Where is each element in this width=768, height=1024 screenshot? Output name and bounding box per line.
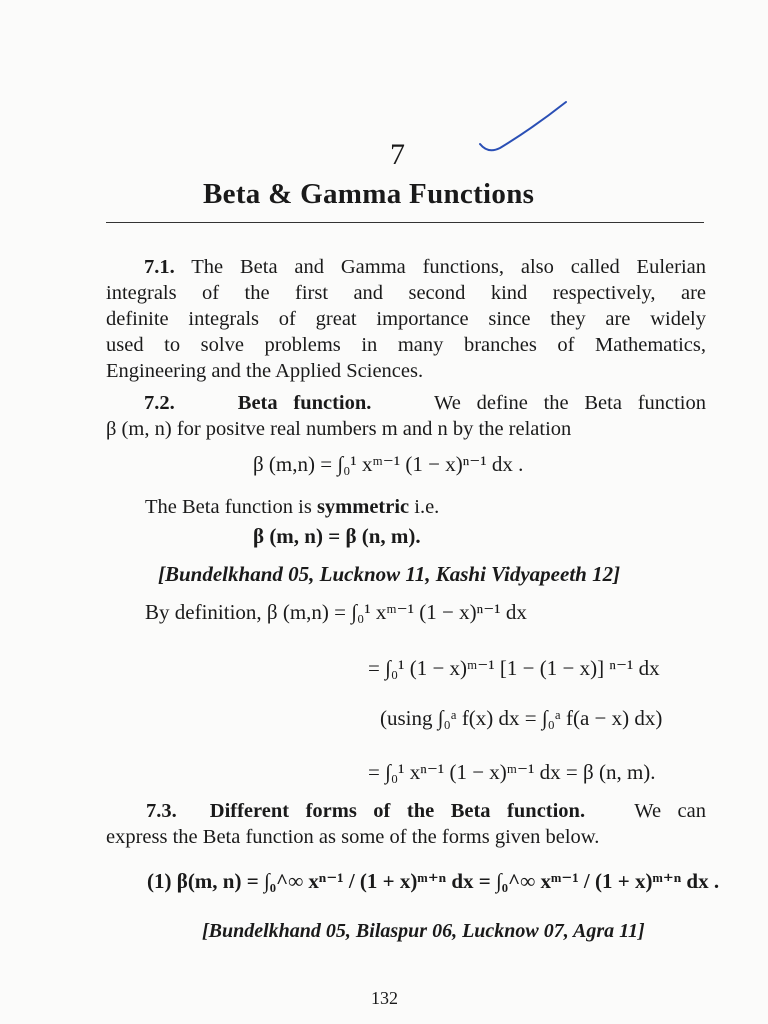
- section-heading: Beta function.: [237, 392, 372, 414]
- proof-line: = ∫₀¹ xⁿ⁻¹ (1 − x)ᵐ⁻¹ dx = β (n, m).: [368, 760, 656, 784]
- section-7-2-line: 7.2. Beta function. We define the Beta function: [144, 392, 707, 414]
- section-7-1-line: definite integrals of great importance since they are widely: [106, 308, 706, 330]
- exam-reference: [Bundelkhand 05, Lucknow 11, Kashi Vidyapeeth 12]: [158, 562, 621, 586]
- section-7-1-line: integrals of the first and second kind respectively, are: [106, 282, 706, 304]
- chapter-title: Beta & Gamma Functions: [203, 178, 535, 210]
- section-7-3-line: 7.3. Different forms of the Beta function. We can: [146, 800, 706, 822]
- section-heading: Different forms of the Beta function.: [209, 800, 586, 822]
- page-number: 132: [371, 988, 398, 1008]
- proof-line: = ∫₀¹ (1 − x)ᵐ⁻¹ [1 − (1 − x)] ⁿ⁻¹ dx: [368, 656, 660, 680]
- chapter-number: 7: [390, 138, 405, 171]
- section-7-3-line: express the Beta function as some of the forms given below.: [106, 826, 600, 848]
- symmetric-line: The Beta function is symmetric i.e.: [145, 496, 440, 518]
- proof-line: (using ∫₀ᵃ f(x) dx = ∫₀ᵃ f(a − x) dx): [380, 706, 663, 730]
- section-7-1-line: Engineering and the Applied Sciences.: [106, 360, 424, 382]
- proof-line: By definition, β (m,n) = ∫₀¹ xᵐ⁻¹ (1 − x)ⁿ⁻¹ dx: [145, 600, 527, 624]
- exam-reference: [Bundelkhand 05, Bilaspur 06, Lucknow 07, Agra 11]: [202, 920, 645, 942]
- pen-check-mark: [478, 98, 573, 160]
- section-7-2-line: β (m, n) for positve real numbers m and n by the relation: [106, 418, 572, 440]
- title-rule: [106, 222, 704, 223]
- beta-form-1: (1) β(m, n) = ∫₀^∞ xⁿ⁻¹ / (1 + x)ᵐ⁺ⁿ dx = ∫₀^∞ xᵐ⁻¹ / (1 + x)ᵐ⁺ⁿ dx .: [147, 869, 720, 893]
- beta-definition-equation: β (m,n) = ∫₀¹ xᵐ⁻¹ (1 − x)ⁿ⁻¹ dx .: [253, 452, 524, 476]
- section-7-1: [106, 254, 706, 384]
- section-7-1-line: used to solve problems in many branches of Mathematics,: [106, 334, 706, 356]
- section-7-3: [106, 798, 706, 850]
- section-number: 7.1.: [144, 256, 175, 278]
- symmetry-equation: β (m, n) = β (n, m).: [253, 524, 421, 548]
- section-7-1-line: 7.1. The Beta and Gamma functions, also called Eulerian: [144, 256, 706, 278]
- section-7-2: [106, 390, 706, 442]
